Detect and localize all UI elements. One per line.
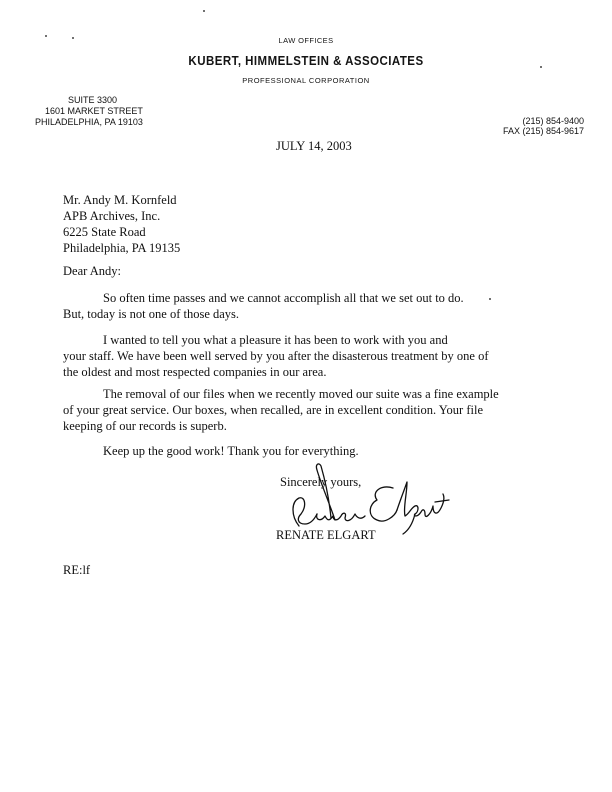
paragraph-line: of your great service. Our boxes, when recalled, are in excellent condition. Your file [63,403,483,417]
fax-number: FAX (215) 854-9617 [502,126,584,136]
paragraph-line: So often time passes and we cannot accomplish all that we set out to do. [103,291,464,305]
firm-name: KUBERT, HIMMELSTEIN & ASSOCIATES [188,54,424,68]
paragraph-line: keeping of our records is superb. [63,419,227,433]
scan-speck [203,10,205,12]
recipient-line: Philadelphia, PA 19135 [63,241,181,255]
reference-initials: RE:lf [63,563,91,577]
body-paragraph [63,290,543,322]
paragraph-line: Keep up the good work! Thank you for everything. [103,444,359,458]
body-paragraph [63,332,543,380]
closing: Sincerely yours, [280,475,362,489]
firm-address [35,95,143,128]
recipient-line: Mr. Andy M. Kornfeld [63,193,177,207]
paragraph-line: your staff. We have been well served by you after the disasterous treatment by one of [63,349,489,363]
address-line: PHILADELPHIA, PA 19103 [35,117,143,127]
salutation: Dear Andy: [63,264,121,278]
handwritten-signature [285,458,455,538]
address-line: 1601 MARKET STREET [45,106,143,116]
recipient-line: APB Archives, Inc. [63,209,161,223]
recipient-line: 6225 State Road [63,225,146,239]
recipient-address [63,192,180,256]
letterhead-label: LAW OFFICES [278,36,334,45]
letter-date: JULY 14, 2003 [276,139,352,153]
paragraph-line: The removal of our files when we recently moved our suite was a fine example [103,387,499,401]
signer-name: RENATE ELGART [276,528,376,542]
phone-number: (215) 854-9400 [522,116,584,126]
paragraph-line: But, today is not one of those days. [63,307,240,321]
body-paragraph [63,443,543,459]
corporation-label: PROFESSIONAL CORPORATION [242,76,370,85]
firm-contact [503,116,584,136]
address-line: SUITE 3300 [68,95,118,105]
body-paragraph [63,386,543,434]
paragraph-line: the oldest and most respected companies in our area. [63,365,327,379]
paragraph-line: I wanted to tell you what a pleasure it has been to work with you and [103,333,448,347]
